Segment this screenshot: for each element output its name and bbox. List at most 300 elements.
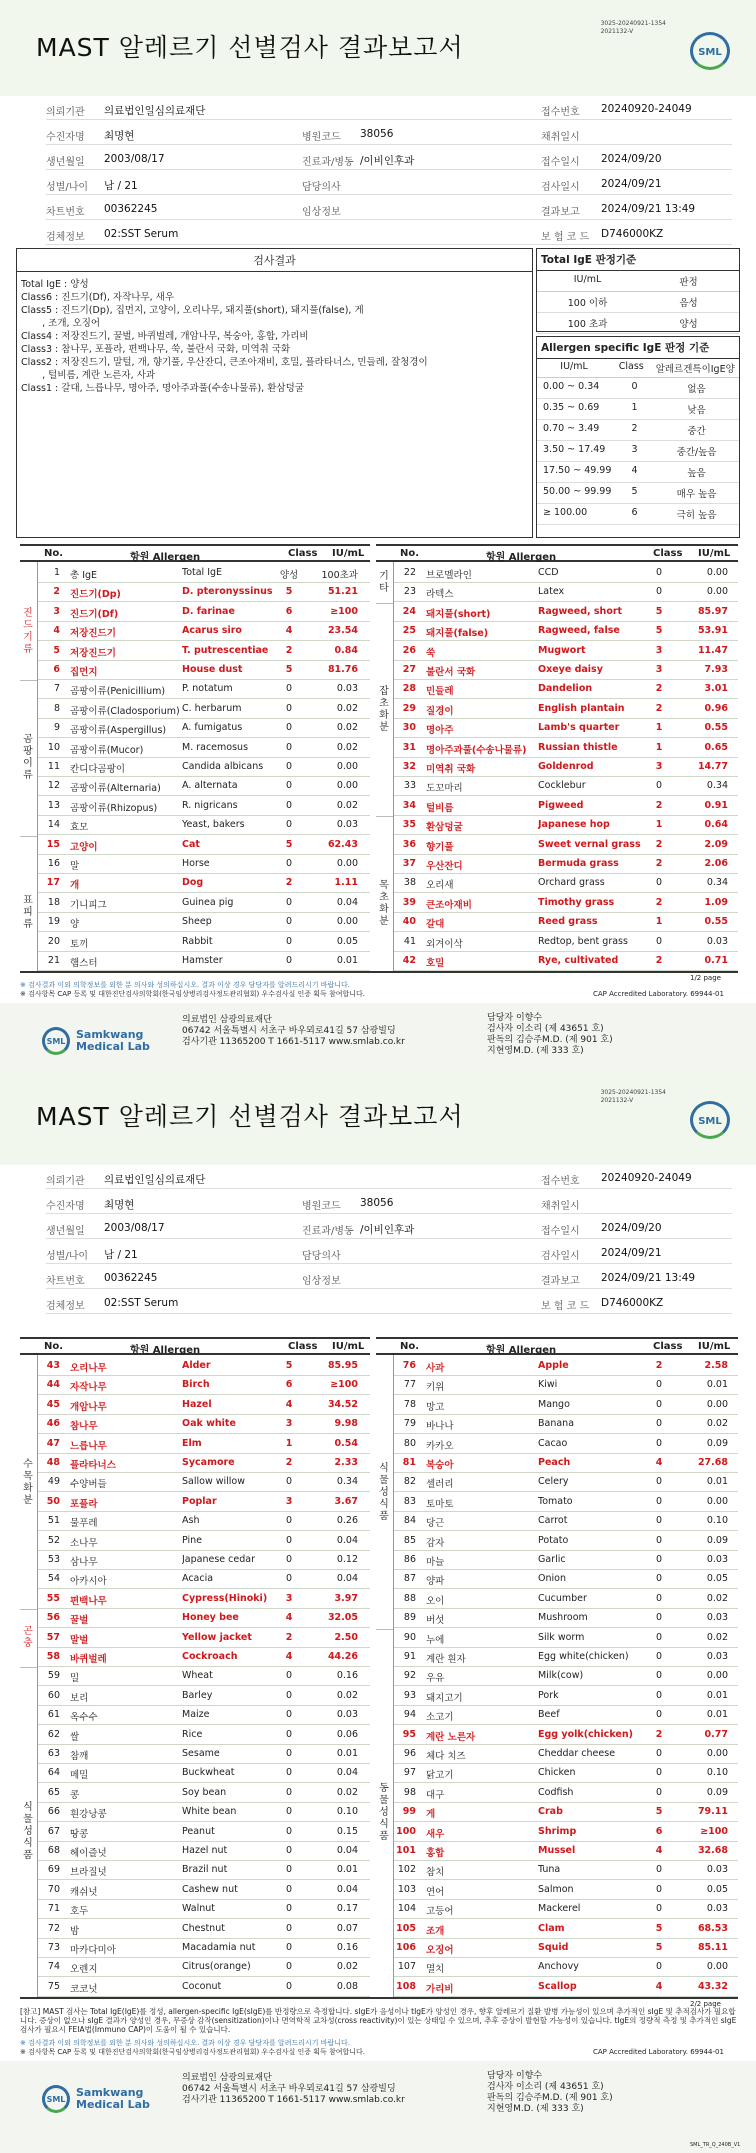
allergen-row — [394, 1900, 738, 1919]
form-version: SML_TR_Q_240B_V1 — [690, 2142, 741, 2149]
allergen-english: Latex — [538, 586, 565, 598]
allergen-no: 28 — [402, 683, 416, 695]
signatures — [487, 2071, 613, 2115]
allergen-iu: 0.02 — [336, 799, 358, 811]
allergen-korean: 질경이 — [426, 705, 454, 717]
allergen-iu: 0.84 — [334, 644, 358, 656]
col-header: IU/mL — [332, 1341, 365, 1352]
allergen-class: 0 — [285, 1534, 293, 1546]
allergen-row — [394, 1376, 738, 1395]
allergen-class: 5 — [285, 1360, 293, 1371]
col-header: Class — [288, 1341, 318, 1352]
allergen-class: 0 — [655, 1515, 663, 1527]
allergen-english: Egg white(chicken) — [538, 1651, 629, 1662]
allergen-korean: 곰팡이류(Penicillium) — [70, 686, 166, 698]
allergen-english: M. racemosus — [182, 741, 249, 753]
group-divider — [376, 603, 394, 604]
info-label: 성별/나이 — [46, 182, 89, 193]
allergen-english: Lamb's quarter — [538, 722, 620, 734]
allergen-no: 98 — [403, 1786, 416, 1798]
allergen-korean: 감자 — [426, 1537, 445, 1549]
allergen-class: 0 — [655, 1573, 663, 1585]
allergen-no: 78 — [403, 1398, 416, 1410]
allergen-class: 0 — [655, 1748, 663, 1759]
th-cell: IU/mL — [560, 361, 588, 372]
allergen-no: 11 — [47, 761, 60, 772]
td-cell: 3 — [631, 444, 638, 455]
allergen-iu: 1.11 — [334, 877, 358, 889]
allergen-iu: 0.05 — [706, 1883, 728, 1895]
allergen-iu: 0.01 — [706, 1689, 728, 1701]
allergen-class: 2 — [285, 1631, 293, 1643]
allergen-no: 48 — [46, 1457, 60, 1468]
info-value: 02:SST Serum — [104, 1297, 179, 1309]
allergen-english: Pork — [538, 1689, 559, 1701]
page-number: 2/2 page — [690, 2000, 721, 2009]
allergen-english: Guinea pig — [182, 896, 234, 908]
allergen-no: 58 — [46, 1651, 60, 1662]
allergen-class: 0 — [655, 1631, 663, 1643]
allergen-english: Kiwi — [538, 1379, 558, 1391]
allergen-class: 3 — [285, 1418, 293, 1430]
signature-line: 지현영M.D. (제 333 호) — [487, 1046, 584, 1057]
td-cell: 5 — [631, 486, 638, 497]
footer-band — [0, 2061, 756, 2153]
allergen-english: Chestnut — [182, 1922, 225, 1934]
sml-logo-icon — [690, 1101, 730, 1139]
allergen-class: 0 — [285, 1709, 293, 1721]
info-value: 38056 — [360, 1197, 394, 1209]
th-cell: 알레르겐특이IgE양 — [655, 364, 735, 375]
allergen-iu: 0.10 — [706, 1767, 728, 1779]
report-code-line: 3025-20240921-1354 — [600, 1089, 666, 1096]
info-label: 수진자명 — [46, 132, 85, 143]
allergen-english: Cockroach — [182, 1651, 238, 1662]
allergen-no: 26 — [402, 644, 416, 656]
allergen-row — [394, 622, 738, 641]
allergen-english: Wheat — [182, 1670, 213, 1682]
allergen-korean: 쌀 — [70, 1731, 80, 1743]
signature-line: 지현영M.D. (제 333 호) — [487, 2104, 584, 2115]
allergen-english: Apple — [538, 1360, 569, 1371]
allergen-iu: 0.64 — [704, 819, 728, 831]
report-code-line: 2021132-V — [600, 28, 634, 35]
col-header: No. — [44, 548, 64, 559]
allergen-class: 5 — [655, 1942, 663, 1953]
allergen-iu: 0.54 — [334, 1437, 358, 1449]
allergen-iu: 0.09 — [706, 1786, 728, 1798]
allergen-row — [394, 1784, 738, 1803]
allergen-no: 41 — [403, 935, 416, 947]
col-header: No. — [400, 1341, 420, 1352]
td-cell: 0.35 ~ 0.69 — [543, 402, 600, 413]
allergen-iu: 0.91 — [704, 799, 728, 811]
allergen-row — [394, 564, 738, 583]
allergen-no: 107 — [397, 1961, 416, 1973]
allergen-no: 95 — [402, 1728, 416, 1740]
allergen-korean: 곰팡이류(Aspergillus) — [70, 725, 167, 737]
allergen-class: 0 — [285, 1748, 293, 1759]
allergen-table-header — [376, 544, 738, 562]
allergen-english: Acacia — [182, 1573, 214, 1585]
allergen-row — [394, 1570, 738, 1589]
allergen-english: Mackerel — [538, 1903, 581, 1915]
allergen-iu: 11.47 — [697, 644, 728, 656]
allergen-row — [38, 952, 370, 971]
allergen-class: 0 — [285, 683, 293, 695]
group-label: 기타 — [379, 571, 389, 595]
allergen-english: Oxeye daisy — [538, 664, 603, 675]
allergen-english: Shrimp — [538, 1825, 577, 1837]
info-label: 보 험 코 드 — [541, 1301, 590, 1312]
allergen-iu: 0.10 — [706, 1515, 728, 1527]
col-header: IU/mL — [332, 548, 365, 559]
allergen-korean: 라텍스 — [426, 589, 454, 601]
allergen-english: Horse — [182, 858, 210, 869]
col-header: Class — [288, 548, 318, 559]
allergen-korean: 진드기(Df) — [70, 608, 119, 620]
allergen-row — [394, 1493, 738, 1512]
allergen-iu: 0.03 — [706, 1903, 728, 1915]
allergen-row — [38, 1396, 370, 1415]
allergen-iu: 0.02 — [336, 1961, 358, 1973]
allergen-english: Sycamore — [182, 1457, 235, 1468]
allergen-korean: 자작나무 — [70, 1382, 107, 1394]
allergen-iu: 0.00 — [706, 586, 728, 598]
group-label: 식물성식품 — [379, 1462, 389, 1522]
allergen-class: 1 — [655, 741, 663, 753]
info-value: 02:SST Serum — [104, 228, 179, 240]
col-header: IU/mL — [698, 548, 731, 559]
address-line: 06742 서울특별시 서초구 바우뫼로41길 57 삼광빌딩 — [182, 1026, 396, 1037]
allergen-korean: 새우 — [426, 1828, 445, 1840]
info-label: 의뢰기관 — [46, 107, 85, 118]
allergen-english: Orchard grass — [538, 877, 605, 889]
allergen-english: Sesame — [182, 1748, 220, 1759]
allergen-iu: 32.68 — [697, 1845, 728, 1856]
allergen-korean: 캐쉬넛 — [70, 1886, 98, 1898]
allergen-no: 65 — [47, 1786, 60, 1798]
allergen-class: 0 — [655, 1379, 663, 1391]
allergen-iu: 0.00 — [706, 1670, 728, 1682]
result-box — [16, 248, 533, 538]
report-code — [601, 1089, 666, 1105]
allergen-english: Tuna — [538, 1864, 561, 1876]
allergen-iu: 0.05 — [336, 935, 358, 947]
info-value: 의료법인일심의료재단 — [104, 105, 206, 117]
allergen-no: 99 — [402, 1806, 416, 1818]
allergen-iu: 0.00 — [336, 780, 358, 792]
col-header: 항원 Allergen — [486, 552, 557, 563]
allergen-row — [38, 1629, 370, 1648]
allergen-class: 0 — [655, 1883, 663, 1895]
allergen-no: 38 — [403, 877, 416, 889]
allergen-no: 73 — [47, 1942, 60, 1953]
allergen-no: 8 — [53, 702, 60, 714]
allergen-no: 92 — [403, 1670, 416, 1682]
allergen-no: 54 — [47, 1573, 60, 1585]
allergen-english: Chicken — [538, 1767, 576, 1779]
allergen-english: A. alternata — [182, 780, 238, 792]
allergen-class: 2 — [655, 858, 663, 869]
allergen-korean: 물푸레 — [70, 1518, 98, 1530]
cap-accreditation: CAP Accredited Laboratory. 69944-01 — [593, 2048, 724, 2057]
total-ige-title: Total IgE 판정기준 — [537, 249, 739, 271]
allergen-english: Egg yolk(chicken) — [538, 1728, 633, 1740]
signature-line: 검사자 이소리 (제 43651 호) — [487, 1024, 604, 1035]
info-label: 담당의사 — [302, 1251, 341, 1262]
info-value: 의료법인일심의료재단 — [104, 1174, 206, 1186]
allergen-korean: 토마토 — [426, 1498, 454, 1510]
lab-address — [182, 2073, 405, 2106]
allergen-no: 89 — [403, 1612, 416, 1624]
allergen-row — [38, 1551, 370, 1570]
col-header: No. — [44, 1341, 64, 1352]
allergen-korean: 칸디다곰팡이 — [70, 764, 126, 775]
group-label: 수목화분 — [23, 1459, 33, 1507]
allergen-row — [38, 1357, 370, 1376]
allergen-no: 23 — [403, 586, 416, 598]
allergen-korean: 토끼 — [70, 938, 89, 950]
allergen-korean: 밤 — [70, 1925, 80, 1937]
info-label: 성별/나이 — [46, 1251, 89, 1262]
td-cell: 100 초과 — [567, 319, 608, 330]
allergen-row — [38, 816, 370, 835]
td-cell: 양성 — [679, 319, 698, 330]
allergen-iu: 23.54 — [327, 625, 358, 637]
allergen-korean: 밀 — [70, 1673, 80, 1685]
allergen-iu: 44.26 — [327, 1651, 358, 1662]
allergen-no: 93 — [403, 1689, 416, 1701]
allergen-no: 66 — [47, 1806, 60, 1818]
allergen-iu: 0.71 — [704, 955, 728, 966]
allergen-class: 0 — [285, 955, 293, 966]
allergen-korean: 오징어 — [426, 1945, 454, 1956]
group-label: 잡초화분 — [379, 685, 389, 733]
info-value: 2024/09/21 — [601, 1247, 662, 1259]
specific-row — [537, 504, 739, 525]
allergen-iu: 7.93 — [704, 664, 728, 675]
column-divider — [37, 1355, 38, 1997]
td-cell: ≥ 100.00 — [543, 507, 588, 518]
allergen-korean: 곰팡이류(Alternaria) — [70, 783, 161, 795]
allergen-row — [394, 1590, 738, 1609]
allergen-row — [394, 1881, 738, 1900]
allergen-no: 101 — [396, 1845, 416, 1856]
specific-title: Allergen specific IgE 판정 기준 — [537, 337, 739, 359]
td-cell: 낮음 — [687, 405, 706, 416]
allergen-english: Tomato — [538, 1495, 573, 1507]
allergen-row — [394, 874, 738, 893]
allergen-row — [38, 1764, 370, 1783]
allergen-no: 44 — [46, 1379, 60, 1391]
specific-row — [537, 420, 739, 441]
allergen-row — [38, 913, 370, 932]
allergen-iu: 0.03 — [336, 1709, 358, 1721]
allergen-class: 3 — [655, 761, 663, 772]
info-label: 검체정보 — [46, 232, 85, 243]
allergen-row — [394, 603, 738, 622]
allergen-iu: ≥100 — [330, 605, 358, 617]
footer-notice: ※ 검사결과 이외 의학정보를 외한 분 의사와 성의하십시오. 결과 이상 경우 담당자를 알려드리시기 바랍니다. — [20, 2039, 351, 2048]
allergen-iu: 2.58 — [704, 1360, 728, 1371]
allergen-korean: 소나무 — [70, 1537, 98, 1549]
allergen-korean: 사과 — [426, 1363, 445, 1374]
allergen-row — [38, 894, 370, 913]
allergen-korean: 마늘 — [426, 1557, 445, 1568]
allergen-english: Walnut — [182, 1903, 216, 1915]
allergen-korean: 개 — [70, 880, 80, 892]
allergen-english: Dog — [182, 877, 204, 889]
allergen-english: Barley — [182, 1689, 213, 1701]
allergen-english: Japanese hop — [538, 819, 610, 831]
allergen-iu: 0.34 — [336, 1476, 358, 1488]
allergen-class: 0 — [285, 702, 293, 714]
allergen-iu: 0.03 — [706, 1864, 728, 1876]
allergen-english: Sweet vernal grass — [538, 838, 641, 850]
allergen-row — [394, 855, 738, 874]
allergen-class: 0 — [285, 799, 293, 811]
allergen-iu: 2.33 — [334, 1457, 358, 1468]
allergen-class: 3 — [285, 1495, 293, 1507]
allergen-korean: 닭고기 — [426, 1770, 454, 1782]
allergen-english: Redtop, bent grass — [538, 935, 628, 947]
allergen-korean: 양파 — [426, 1576, 445, 1588]
allergen-english: A. fumigatus — [182, 722, 243, 734]
allergen-korean: 개암나무 — [70, 1401, 107, 1413]
allergen-korean: 환삼덩굴 — [426, 822, 463, 834]
allergen-english: Celery — [538, 1476, 569, 1488]
allergen-korean: 돼지풀(false) — [426, 628, 489, 640]
allergen-row — [38, 1745, 370, 1764]
allergen-class: 2 — [655, 683, 663, 695]
info-value: 38056 — [360, 128, 394, 140]
allergen-class: 0 — [285, 916, 293, 928]
allergen-no: 40 — [402, 916, 416, 928]
allergen-class: 0 — [285, 1883, 293, 1895]
allergen-row — [38, 1570, 370, 1589]
footer-notice: ※ 검사항목 CAP 등록 및 대한진단검사의학회(한국임상병리검사정도관리협회) 우수검사실 인증 획득 참여합니다. — [20, 990, 366, 999]
table-bottom — [20, 971, 738, 973]
patient-info — [46, 98, 732, 248]
allergen-korean: 효모 — [70, 822, 89, 834]
allergen-no: 31 — [402, 741, 416, 753]
sml-logo-icon — [690, 32, 730, 70]
allergen-iu: 85.95 — [327, 1360, 358, 1371]
allergen-korean: 옥수수 — [70, 1712, 98, 1724]
allergen-row — [394, 1978, 738, 1997]
td-cell: 매우 높음 — [676, 489, 717, 500]
allergen-no: 83 — [403, 1495, 416, 1507]
group-divider — [20, 1609, 38, 1610]
allergen-iu: 0.65 — [704, 741, 728, 753]
allergen-row — [394, 1803, 738, 1822]
allergen-english: Cocklebur — [538, 780, 586, 792]
samkwang-logo-icon — [42, 2085, 70, 2113]
allergen-iu: 27.68 — [697, 1457, 728, 1468]
allergen-row — [38, 1687, 370, 1706]
allergen-korean: 고등어 — [426, 1906, 454, 1918]
col-header: No. — [400, 548, 420, 559]
allergen-iu: 0.26 — [336, 1515, 358, 1527]
allergen-english: Squid — [538, 1942, 569, 1953]
allergen-row — [394, 1551, 738, 1570]
total-ige-row — [537, 292, 739, 313]
td-cell: 100 이하 — [567, 298, 608, 309]
allergen-row — [38, 680, 370, 699]
allergen-english: Mussel — [538, 1845, 576, 1856]
allergen-english: Carrot — [538, 1515, 568, 1527]
group-divider — [376, 1629, 394, 1630]
info-value: 2024/09/21 — [601, 178, 662, 190]
allergen-no: 76 — [402, 1360, 416, 1371]
lab-name — [76, 1029, 150, 1053]
info-value: 2003/08/17 — [104, 153, 165, 165]
samkwang-logo-icon — [42, 1027, 70, 1055]
allergen-iu: 3.97 — [334, 1592, 358, 1604]
allergen-class: 양성 — [279, 570, 299, 581]
allergen-no: 106 — [396, 1942, 416, 1953]
allergen-korean: 갈대 — [426, 919, 445, 931]
th-cell: 판정 — [679, 277, 698, 288]
allergen-english: Milk(cow) — [538, 1670, 584, 1682]
allergen-no: 15 — [46, 838, 60, 850]
allergen-iu: 0.03 — [706, 1651, 728, 1662]
allergen-class: 0 — [655, 567, 663, 578]
allergen-english: English plantain — [538, 702, 625, 714]
allergen-english: Elm — [182, 1437, 202, 1449]
allergen-english: Peach — [538, 1457, 571, 1468]
allergen-no: 96 — [403, 1748, 416, 1759]
allergen-english: P. notatum — [182, 683, 233, 695]
allergen-row — [394, 836, 738, 855]
allergen-iu: 0.05 — [706, 1573, 728, 1585]
allergen-row — [38, 700, 370, 719]
info-label: 담당의사 — [302, 182, 341, 193]
allergen-no: 108 — [396, 1980, 416, 1992]
td-cell: 2 — [631, 423, 638, 434]
td-cell: 50.00 ~ 99.99 — [543, 486, 612, 497]
allergen-row — [394, 1454, 738, 1473]
allergen-row — [394, 661, 738, 680]
allergen-iu: 0.55 — [704, 916, 728, 928]
td-cell: 6 — [631, 507, 638, 518]
allergen-no: 72 — [47, 1922, 60, 1934]
allergen-english: Banana — [538, 1418, 575, 1430]
info-value: /이비인후과 — [360, 1224, 415, 1236]
allergen-korean: 참나무 — [70, 1421, 98, 1433]
allergen-no: 105 — [396, 1922, 416, 1934]
allergen-no: 35 — [402, 819, 416, 831]
allergen-row — [38, 583, 370, 602]
allergen-row — [394, 719, 738, 738]
allergen-row — [38, 1939, 370, 1958]
allergen-korean: 쑥 — [426, 647, 436, 659]
footer-notice: ※ 검사결과 이외 의학정보를 외한 분 의사와 성의하십시오. 결과 이상 경우 담당자를 알려드리시기 바랍니다. — [20, 981, 351, 990]
allergen-class: 0 — [655, 1689, 663, 1701]
allergen-no: 53 — [47, 1554, 60, 1565]
allergen-korean: 바나나 — [426, 1421, 454, 1433]
td-cell: 3.50 ~ 17.49 — [543, 444, 606, 455]
info-label: 임상정보 — [302, 1276, 341, 1287]
allergen-class: 3 — [655, 644, 663, 656]
group-divider — [376, 816, 394, 817]
allergen-english: CCD — [538, 567, 559, 578]
allergen-korean: 마카다미아 — [70, 1945, 116, 1956]
allergen-class: 0 — [655, 1476, 663, 1488]
allergen-iu: 0.00 — [706, 1748, 728, 1759]
allergen-class: 0 — [285, 1845, 293, 1856]
